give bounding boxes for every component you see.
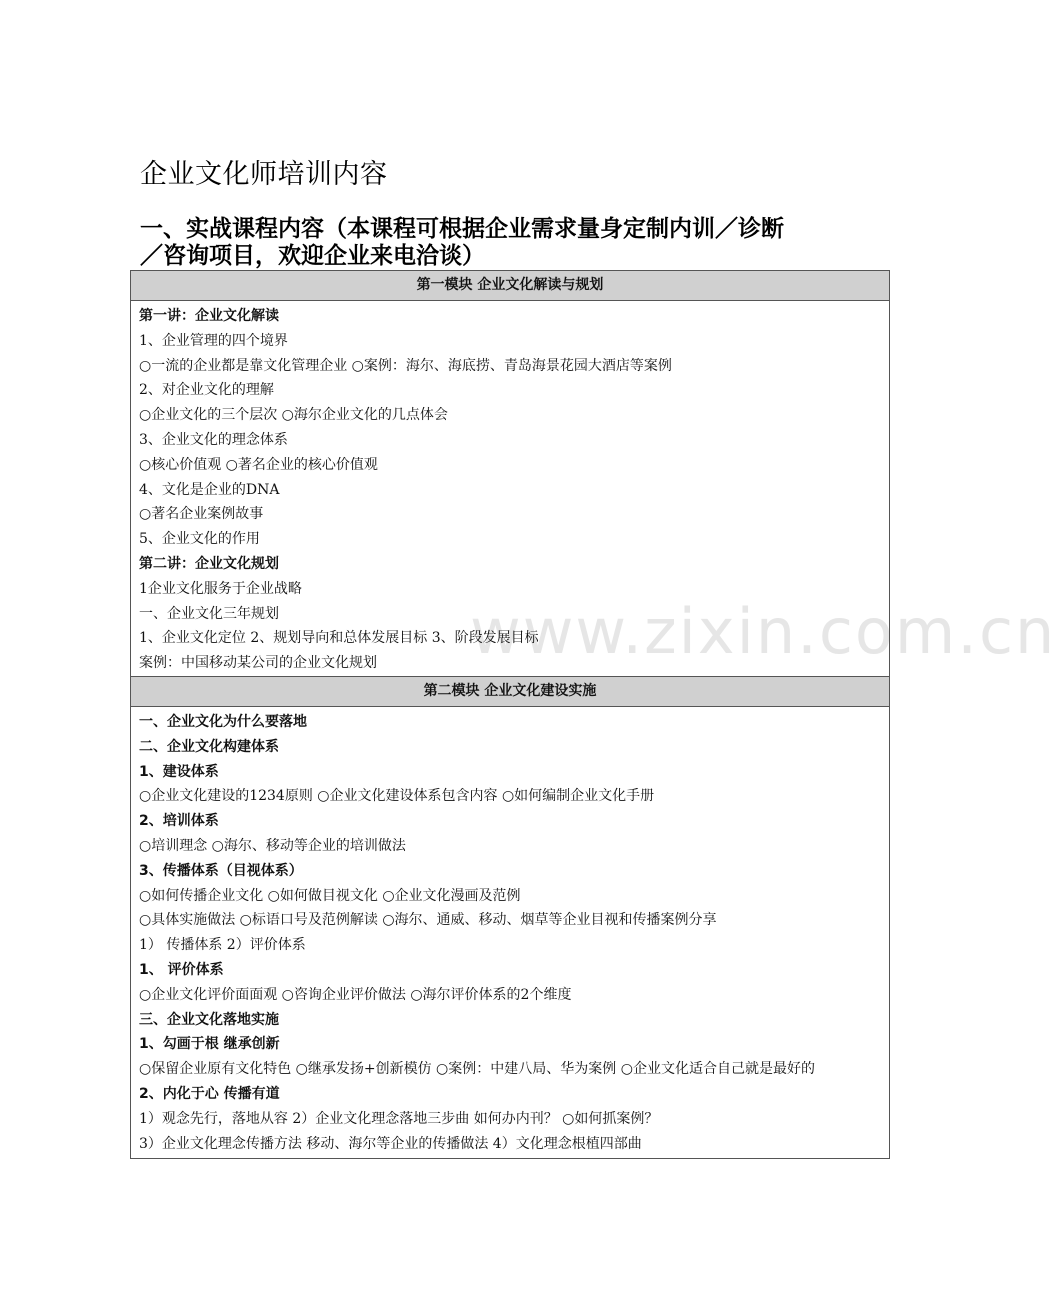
- content-line: 3）企业文化理念传播方法 移动、海尔等企业的传播做法 4）文化理念根植四部曲: [139, 1135, 642, 1152]
- content-line: 案例：中国移动某公司的企业文化规划: [139, 655, 377, 672]
- module-1-body: [131, 301, 889, 676]
- content-line: ○核心价值观 ○著名企业的核心价值观: [139, 456, 378, 473]
- module-1-header: 第一模块 企业文化解读与规划: [131, 271, 889, 301]
- content-line: ○保留企业原有文化特色 ○继承发扬+创新模仿 ○案例：中建八局、华为案例 ○企业文化适合自己就是最好的: [139, 1061, 815, 1078]
- content-line: ○如何传播企业文化 ○如何做目视文化 ○企业文化漫画及范例: [139, 887, 521, 904]
- content-line: 1企业文化服务于企业战略: [139, 580, 302, 597]
- course-table: [130, 270, 890, 1159]
- content-line: ○企业文化建设的1234原则 ○企业文化建设体系包含内容 ○如何编制企业文化手册: [139, 788, 655, 805]
- content-line: ○著名企业案例故事: [139, 506, 264, 523]
- content-line: 5、企业文化的作用: [139, 531, 260, 548]
- content-line: 2、培训体系: [139, 813, 219, 830]
- content-line: 一、企业文化为什么要落地: [139, 713, 307, 730]
- module-2-header: 第二模块 企业文化建设实施: [131, 676, 889, 707]
- content-line: 1、勾画于根 继承创新: [139, 1036, 280, 1053]
- content-line: 二、企业文化构建体系: [139, 738, 279, 755]
- content-line: ○具体实施做法 ○标语口号及范例解读 ○海尔、通威、移动、烟草等企业目视和传播案例分享: [139, 912, 717, 929]
- content-line: 1）观念先行，落地从容 2）企业文化理念落地三步曲 如何办内刊？ ○如何抓案例？: [139, 1110, 659, 1127]
- content-line: ○培训理念 ○海尔、移动等企业的培训做法: [139, 837, 406, 854]
- content-line: 一、企业文化三年规划: [139, 605, 279, 622]
- content-line: 1、企业管理的四个境界: [139, 332, 288, 349]
- content-line: 4、文化是企业的DNA: [139, 481, 280, 498]
- page-title: 企业文化师培训内容: [140, 159, 388, 190]
- content-line: 第一讲：企业文化解读: [139, 308, 279, 324]
- content-line: 三、企业文化落地实施: [139, 1011, 279, 1028]
- content-line: 1、企业文化定位 2、规划导向和总体发展目标 3、阶段发展目标: [139, 630, 539, 647]
- watermark: www.zixin.com.cn: [470, 595, 1056, 668]
- content-line: 2、对企业文化的理解: [139, 382, 274, 399]
- section-heading: 一、实战课程内容（本课程可根据企业需求量身定制内训／诊断／咨询项目，欢迎企业来电洽谈）: [140, 216, 784, 269]
- content-line: ○企业文化的三个层次 ○海尔企业文化的几点体会: [139, 407, 448, 424]
- content-line: 第二讲：企业文化规划: [139, 555, 279, 572]
- content-line: 1） 传播体系 2）评价体系: [139, 937, 306, 954]
- content-line: 2、内化于心 传播有道: [139, 1085, 280, 1102]
- content-line: 1、建设体系: [139, 763, 219, 780]
- content-line: ○企业文化评价面面观 ○咨询企业评价做法 ○海尔评价体系的2个维度: [139, 986, 572, 1003]
- content-line: ○一流的企业都是靠文化管理企业 ○案例：海尔、海底捞、青岛海景花园大酒店等案例: [139, 357, 672, 374]
- content-line: 3、传播体系（目视体系）: [139, 862, 303, 879]
- module-2-body: [131, 707, 889, 1158]
- content-line: 3、企业文化的理念体系: [139, 431, 288, 448]
- content-line: 1、 评价体系: [139, 961, 224, 978]
